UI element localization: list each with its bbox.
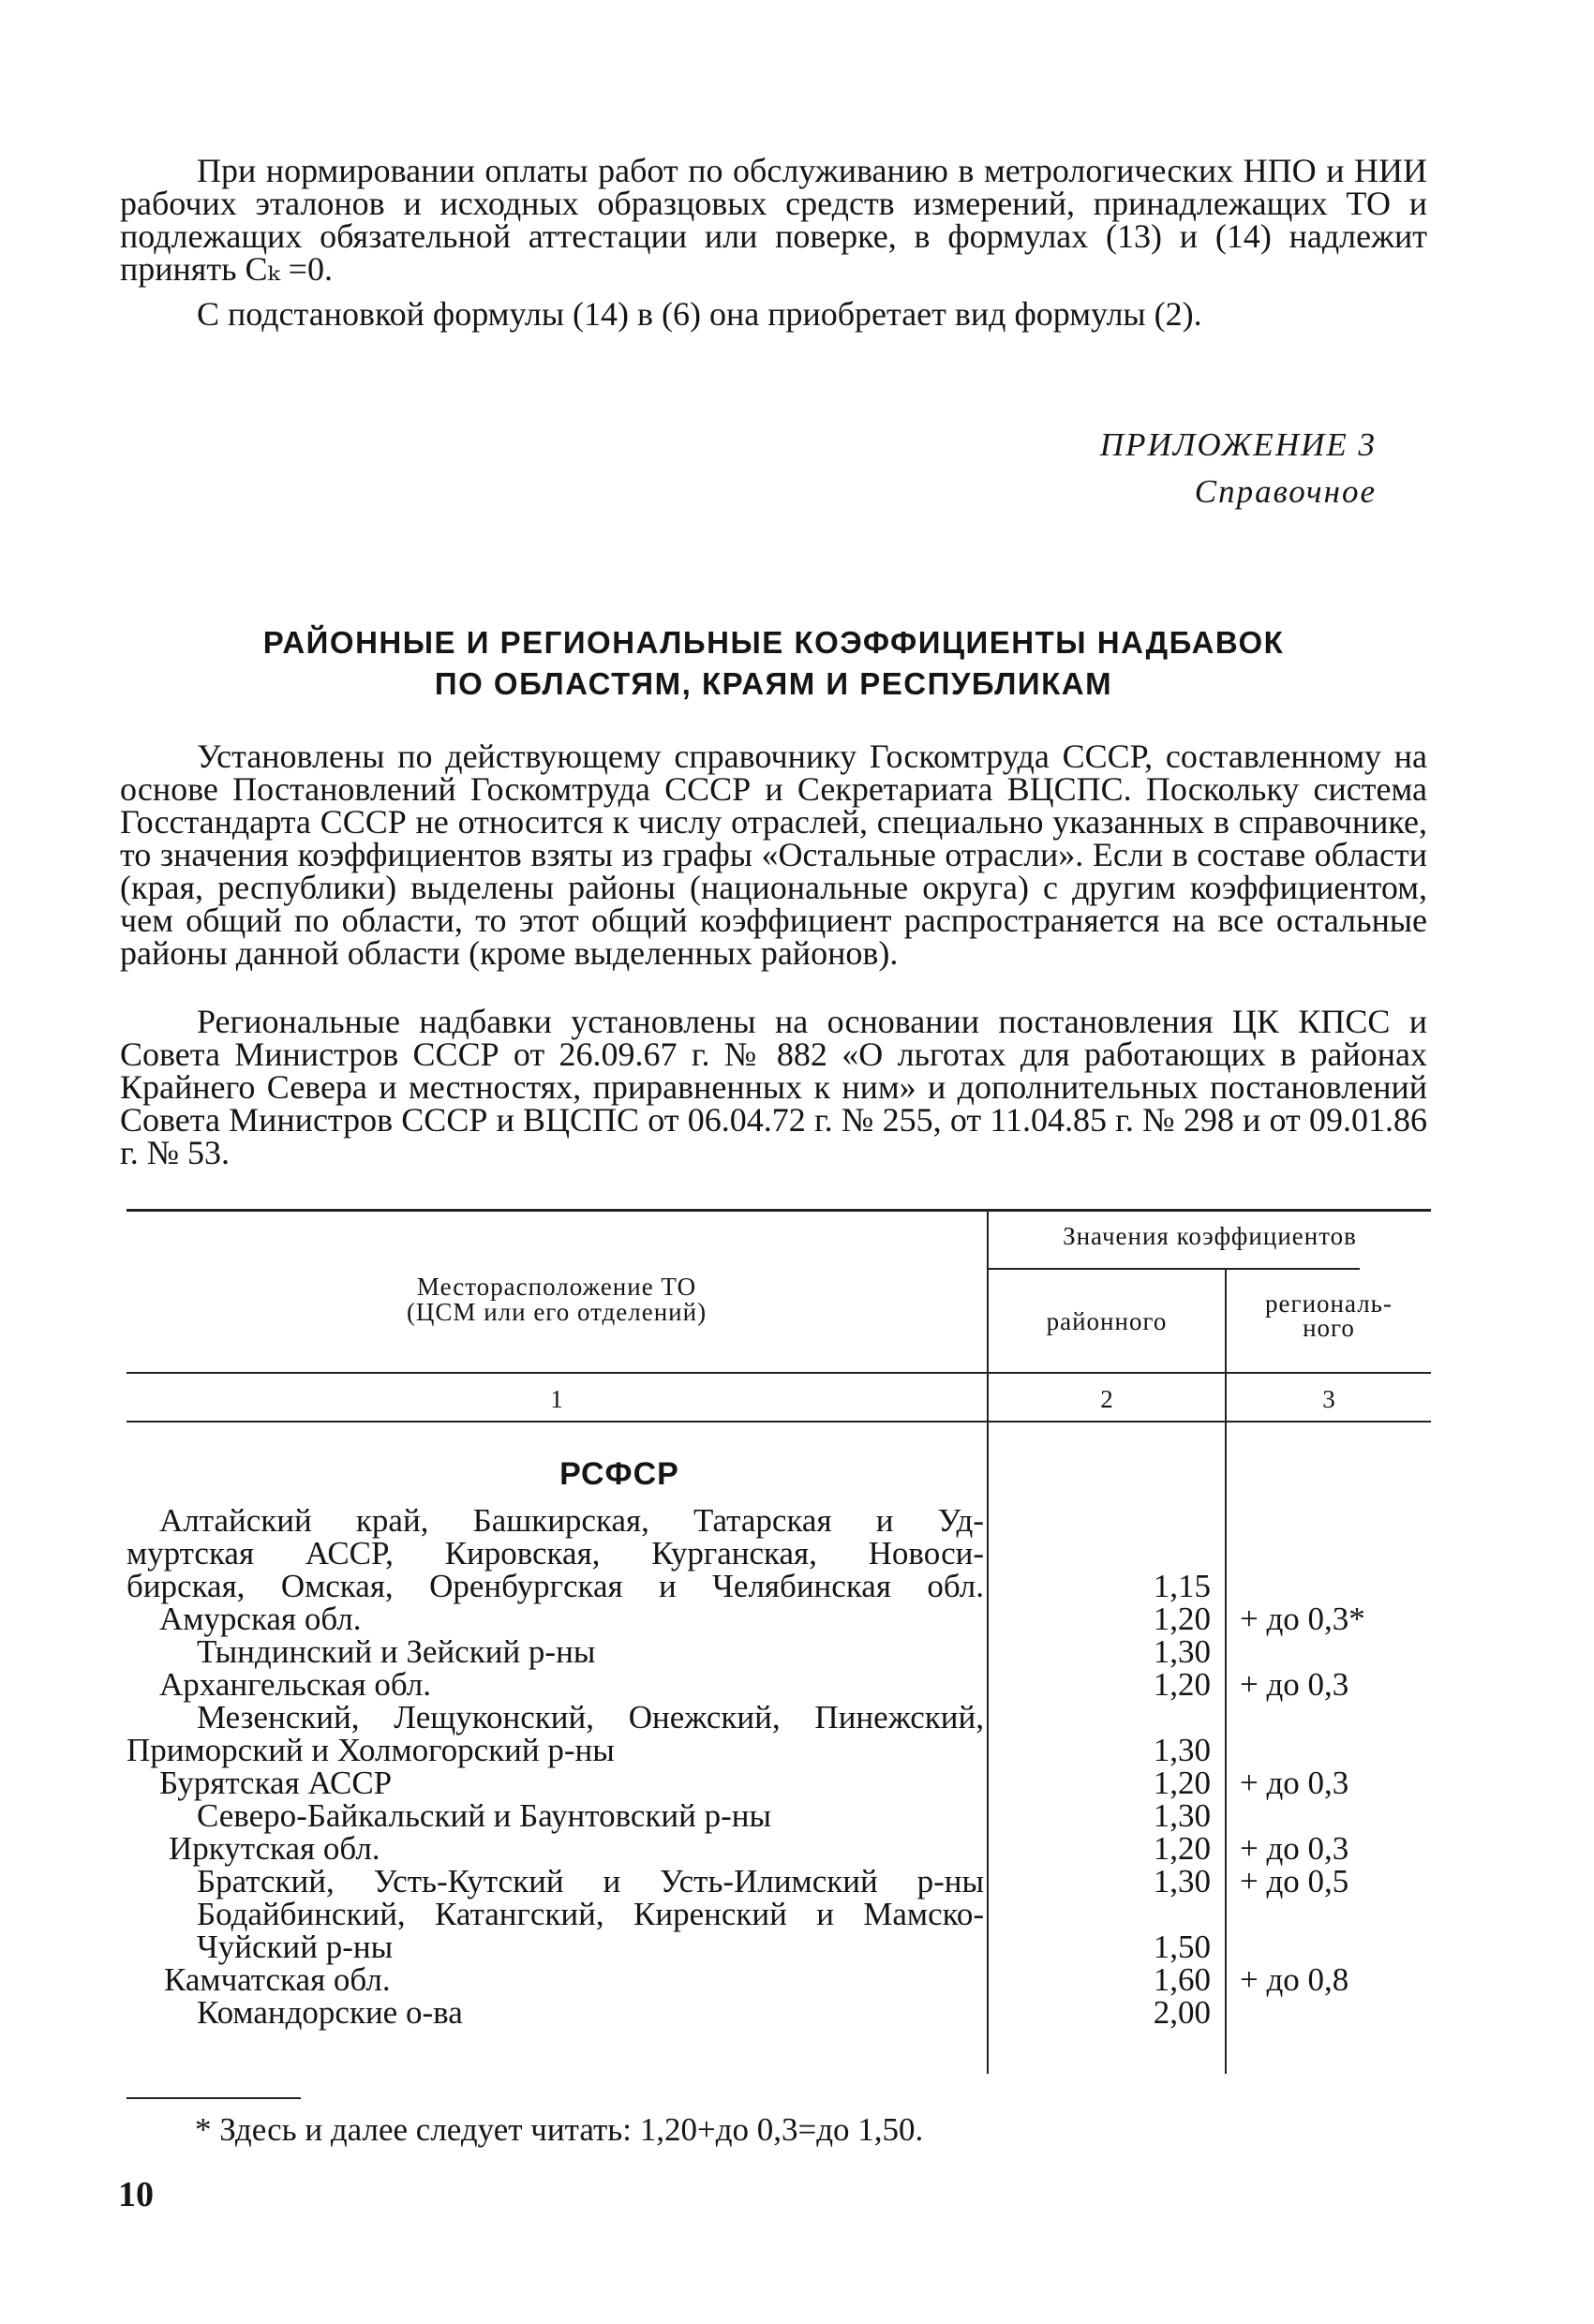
row-district-value: 1,20 — [1153, 1666, 1211, 1703]
row-location: Иркутская обл. — [169, 1830, 380, 1867]
table-row — [127, 1668, 1431, 1701]
footnote-separator — [127, 2097, 301, 2099]
row-location: Командорские о-ва — [197, 1994, 463, 2031]
table-row — [127, 1570, 1431, 1602]
row-location: Чуйский р-ны — [197, 1929, 394, 1965]
row-regional-value: + до 0,3 — [1240, 1765, 1349, 1801]
paragraph-substitution: С подстановкой формулы (14) в (6) она приобретает вид формулы (2). — [197, 295, 1202, 333]
row-location: Братский, Усть-Кутский и Усть-Илимский р-ны — [197, 1863, 984, 1899]
row-district-value: 2,00 — [1153, 1994, 1211, 2031]
row-regional-value: + до 0,8 — [1240, 1961, 1349, 1998]
table-row — [127, 1504, 1431, 1537]
heading-line-1: РАЙОННЫЕ И РЕГИОНАЛЬНЫЕ КОЭФФИЦИЕНТЫ НАДБАВОК — [262, 625, 1285, 660]
table-row — [127, 1734, 1431, 1766]
section-heading — [120, 622, 1427, 705]
column-number-3: 3 — [1322, 1385, 1335, 1413]
header-regional-line-1: региональ- — [1265, 1289, 1393, 1318]
header-coefficients-group: Значения коэффициентов — [1063, 1222, 1357, 1250]
row-district-value: 1,30 — [1153, 1863, 1211, 1899]
header-location — [127, 1274, 987, 1325]
row-location: Амурская обл. — [159, 1601, 362, 1637]
row-district-value: 1,30 — [1153, 1633, 1211, 1670]
section-rsfsr: РСФСР — [559, 1456, 679, 1492]
column-number-2: 2 — [1100, 1385, 1113, 1413]
table-row — [127, 1832, 1431, 1865]
table-top-rule — [127, 1209, 1431, 1212]
row-location: Приморский и Холмогорский р-ны — [127, 1732, 615, 1768]
appendix-title: ПРИЛОЖЕНИЕ 3 — [1099, 426, 1377, 463]
header-location-line-1: Месторасположение ТО — [416, 1273, 697, 1301]
table-row — [127, 1930, 1431, 1963]
row-district-value: 1,60 — [1153, 1961, 1211, 1998]
row-regional-value: + до 0,3 — [1240, 1830, 1349, 1867]
row-location: бирская, Омская, Оренбургская и Челябинская обл. — [127, 1568, 984, 1604]
column-number-1: 1 — [550, 1385, 563, 1413]
table-row — [127, 1963, 1431, 1996]
paragraph-regional: Региональные надбавки установлены на основании постановления ЦК КПСС и Совета Министров СССР от 26.09.67 г. № 882 «О льготах для работающих в районах Крайнего Севера и местностях, приравненных к ним» и дополнительных постановлений Совета Министров СССР и ВЦСПС от 06.04.72 г. № 255, от 11.04.85 г. № 298 и от 09.01.86 г. № 53. — [120, 1003, 1427, 1171]
paragraph-established: Установлены по действующему справочнику Госкомтруда СССР, составленному на основе Постановлений Госкомтруда СССР и Секретариата ВЦСПС. Поскольку система Госстандарта СССР не относится к числу отраслей, специально указанных в справочнике, то значения коэффициентов взяты из графы «Остальные отрасли». Если в составе области (края, республики) выделены районы (национальные округа) с другим коэффициентом, чем общий по области, то этот общий коэффициент распространяется на все остальные районы данной области (кроме выделенных районов). — [120, 737, 1427, 972]
appendix-subtitle: Справочное — [1194, 473, 1377, 510]
appendix-label — [1100, 422, 1377, 515]
row-location: Бодайбинский, Катангский, Киренский и Мамско- — [197, 1896, 984, 1932]
row-regional-value: + до 0,3 — [1240, 1666, 1349, 1703]
table-row — [127, 1537, 1431, 1570]
row-regional-value: + до 0,3* — [1240, 1601, 1365, 1637]
row-district-value: 1,20 — [1153, 1601, 1211, 1637]
table-row — [127, 1996, 1431, 2029]
row-location: Тындинский и Зейский р-ны — [197, 1633, 596, 1670]
heading-line-2: ПО ОБЛАСТЯМ, КРАЯМ И РЕСПУБЛИКАМ — [434, 666, 1113, 701]
row-regional-value: + до 0,5 — [1240, 1863, 1349, 1899]
row-district-value: 1,20 — [1153, 1830, 1211, 1867]
header-bottom-rule — [127, 1372, 1431, 1374]
table-row — [127, 1701, 1431, 1734]
column-number-rule — [127, 1421, 1431, 1423]
row-district-value: 1,30 — [1153, 1732, 1211, 1768]
row-location: Мезенский, Лещуконский, Онежский, Пинежский, — [197, 1699, 984, 1736]
coefficients-table — [127, 1209, 1431, 2074]
table-row — [127, 1865, 1431, 1898]
header-location-line-2: (ЦСМ или его отделений) — [406, 1298, 708, 1326]
row-location: Архангельская обл. — [159, 1666, 431, 1703]
table-row — [127, 1766, 1431, 1799]
row-district-value: 1,20 — [1153, 1765, 1211, 1801]
row-location: муртская АССР, Кировская, Курганская, Новоси- — [127, 1535, 984, 1572]
footnote: * Здесь и далее следует читать: 1,20+до 0,3=до 1,50. — [195, 2111, 924, 2148]
table-row — [127, 1799, 1431, 1832]
row-district-value: 1,50 — [1153, 1929, 1211, 1965]
table-row — [127, 1602, 1431, 1635]
table-row — [127, 1635, 1431, 1668]
header-regional — [1227, 1291, 1431, 1340]
header-regional-line-2: ного — [1303, 1314, 1355, 1342]
row-location: Северо-Байкальский и Баунтовский р-ны — [197, 1797, 772, 1834]
row-location: Бурятская АССР — [159, 1765, 393, 1801]
row-district-value: 1,30 — [1153, 1797, 1211, 1834]
row-location: Камчатская обл. — [164, 1961, 391, 1998]
table-row — [127, 1898, 1431, 1930]
row-location: Алтайский край, Башкирская, Татарская и Уд- — [159, 1502, 984, 1539]
group-header-rule — [989, 1268, 1360, 1270]
row-district-value: 1,15 — [1153, 1568, 1211, 1604]
page-number: 10 — [118, 2175, 154, 2214]
paragraph-normalization: При нормировании оплаты работ по обслуживанию в метрологических НПО и НИИ рабочих эталонов и исходных образцовых средств измерений, принадлежащих ТО и подлежащих обязательной аттестации или поверке, в формулах (13) и (14) надлежит принять Cₖ =0. — [120, 152, 1427, 288]
header-district: районного — [1046, 1307, 1168, 1335]
